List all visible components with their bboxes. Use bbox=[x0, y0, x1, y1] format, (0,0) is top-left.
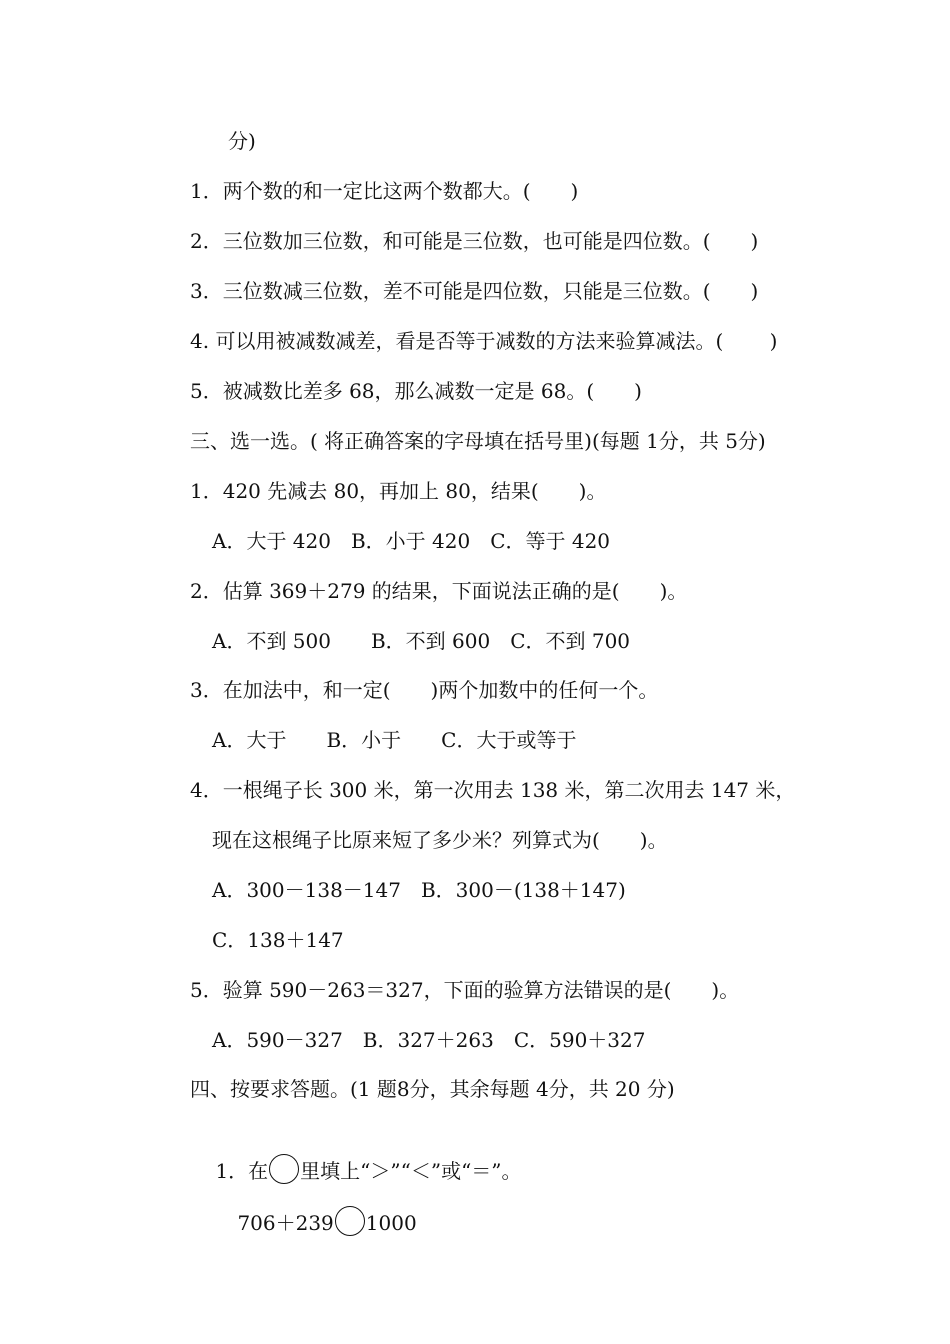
choice-options-4-cont: C．138＋147 bbox=[212, 928, 344, 952]
judge-item-2: 2．三位数加三位数，和可能是三位数，也可能是四位数。( ) bbox=[190, 229, 759, 253]
choice-options-3: A．大于 B．小于 C．大于或等于 bbox=[212, 728, 577, 752]
compare-expression bbox=[212, 1180, 417, 1262]
choice-options-5: A．590－327 B．327＋263 C．590＋327 bbox=[212, 1028, 646, 1052]
judge-item-1: 1．两个数的和一定比这两个数都大。( ) bbox=[190, 179, 579, 203]
answer-circle[interactable] bbox=[335, 1206, 365, 1236]
choice-question-1: 1．420 先减去 80，再加上 80，结果( )。 bbox=[190, 479, 607, 503]
choice-question-4: 4．一根绳子长 300 米，第一次用去 138 米，第二次用去 147 米， bbox=[190, 778, 796, 802]
choice-options-4: A．300－138－147 B．300－(138＋147) bbox=[212, 878, 626, 902]
judge-item-5: 5．被减数比差多 68，那么减数一定是 68。( ) bbox=[190, 379, 642, 403]
part3-heading: 三、选一选。( 将正确答案的字母填在括号里)(每题 1分，共 5分) bbox=[190, 429, 766, 453]
expr-right: 1000 bbox=[365, 1211, 417, 1235]
judge-item-3: 3．三位数减三位数，差不可能是四位数，只能是三位数。( ) bbox=[190, 279, 759, 303]
part4-heading: 四、按要求答题。(1 题8分，其余每题 4分，共 20 分) bbox=[190, 1077, 675, 1101]
compare-prefix: 1．在 bbox=[215, 1159, 269, 1183]
choice-question-3: 3．在加法中，和一定( )两个加数中的任何一个。 bbox=[190, 678, 659, 702]
judge-item-4: 4. 可以用被减数减差，看是否等于减数的方法来验算减法。( ) bbox=[190, 329, 778, 353]
choice-options-1: A．大于 420 B．小于 420 C．等于 420 bbox=[212, 529, 611, 553]
choice-question-2: 2．估算 369＋279 的结果，下面说法正确的是( )。 bbox=[190, 579, 688, 603]
choice-options-2: A．不到 500 B．不到 600 C．不到 700 bbox=[212, 629, 631, 653]
choice-question-4-cont: 现在这根绳子比原来短了多少米？列算式为( )。 bbox=[212, 828, 668, 852]
compare-suffix: 里填上“＞”“＜”或“＝”。 bbox=[300, 1159, 522, 1183]
choice-question-5: 5．验算 590－263＝327，下面的验算方法错误的是( )。 bbox=[190, 978, 740, 1002]
part2-heading-tail: 分) bbox=[228, 129, 256, 153]
expr-left: 706＋239 bbox=[237, 1211, 334, 1235]
